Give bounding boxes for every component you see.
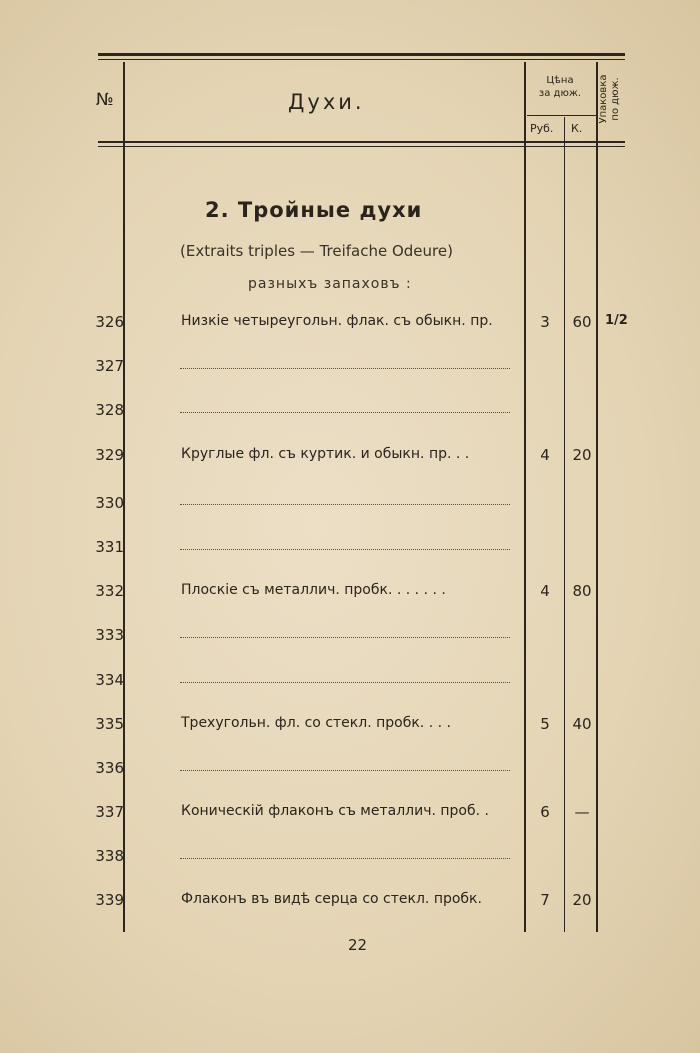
item-number: 334 [95, 671, 124, 689]
page-number: 22 [348, 936, 368, 954]
blank-dotted-line [180, 368, 510, 369]
price-rub: 6 [540, 803, 550, 821]
table-row [0, 494, 700, 524]
table-row [0, 891, 700, 921]
item-description: Низкіе четыреугольн. флак. съ обыкн. пр. [181, 313, 493, 329]
item-number: 330 [95, 494, 124, 512]
price-rub: 4 [540, 582, 550, 600]
number-column-header: № [96, 90, 114, 110]
table-row [0, 313, 700, 343]
item-description: Плоскіе съ металлич. пробк. . . . . . . [181, 582, 446, 598]
item-description: Флаконъ въ видѣ серца со стекл. пробк. [181, 891, 482, 907]
top-rule-thick [98, 53, 625, 56]
table-row [0, 446, 700, 476]
packing-label-line1: Упаковка [598, 74, 609, 124]
item-number: 332 [95, 582, 124, 600]
price-kop: 20 [572, 446, 592, 464]
table-row [0, 538, 700, 568]
item-number: 338 [95, 847, 124, 865]
price-divider-rule [527, 115, 597, 116]
blank-dotted-line [180, 549, 510, 550]
table-row [0, 626, 700, 656]
section-subtitle: (Extraits triples — Treifache Odeure) [180, 242, 453, 260]
packing-label-line2: по дюж. [610, 77, 621, 121]
table-row [0, 759, 700, 789]
item-number: 331 [95, 538, 124, 556]
table-row [0, 803, 700, 833]
price-label-line2: за дюж. [538, 88, 582, 99]
blank-dotted-line [180, 412, 510, 413]
item-number: 335 [95, 715, 124, 733]
price-kop: 60 [572, 313, 592, 331]
item-number: 339 [95, 891, 124, 909]
blank-dotted-line [180, 504, 510, 505]
price-rub: 4 [540, 446, 550, 464]
section-title: 2. Тройные духи [205, 198, 423, 222]
table-row [0, 715, 700, 745]
item-description: Круглые фл. съ куртик. и обыкн. пр. . . [181, 446, 470, 462]
price-kop: — [574, 803, 590, 821]
section-note: разныхъ запаховъ : [248, 276, 412, 292]
price-column-header [528, 74, 592, 100]
item-number: 328 [95, 401, 124, 419]
price-kop: 40 [572, 715, 592, 733]
packing-column-header [593, 68, 627, 130]
header-bottom-rule-thin [98, 146, 625, 147]
price-label-line1: Цѣна [546, 75, 574, 86]
header-bottom-rule-thick [98, 141, 625, 143]
packing-value: 1/2 [605, 313, 628, 328]
blank-dotted-line [180, 770, 510, 771]
price-rub: 3 [540, 313, 550, 331]
table-row [0, 582, 700, 612]
price-kop: 80 [572, 582, 592, 600]
blank-dotted-line [180, 682, 510, 683]
top-rule-thin [98, 59, 625, 60]
table-row [0, 357, 700, 387]
price-rub: 7 [540, 891, 550, 909]
page-title: Духи. [288, 90, 365, 114]
price-rub: 5 [540, 715, 550, 733]
blank-dotted-line [180, 637, 510, 638]
item-description: Коническій флаконъ съ металлич. проб. . [181, 803, 489, 819]
price-kop: 20 [572, 891, 592, 909]
table-row [0, 401, 700, 431]
kop-column-header: К. [571, 122, 583, 135]
table-row [0, 671, 700, 701]
item-number: 337 [95, 803, 124, 821]
blank-dotted-line [180, 858, 510, 859]
item-number: 336 [95, 759, 124, 777]
table-row [0, 847, 700, 877]
rub-column-header: Руб. [530, 122, 554, 135]
item-number: 326 [95, 313, 124, 331]
item-number: 327 [95, 357, 124, 375]
item-number: 329 [95, 446, 124, 464]
item-number: 333 [95, 626, 124, 644]
item-description: Трехугольн. фл. со стекл. пробк. . . . [181, 715, 451, 731]
